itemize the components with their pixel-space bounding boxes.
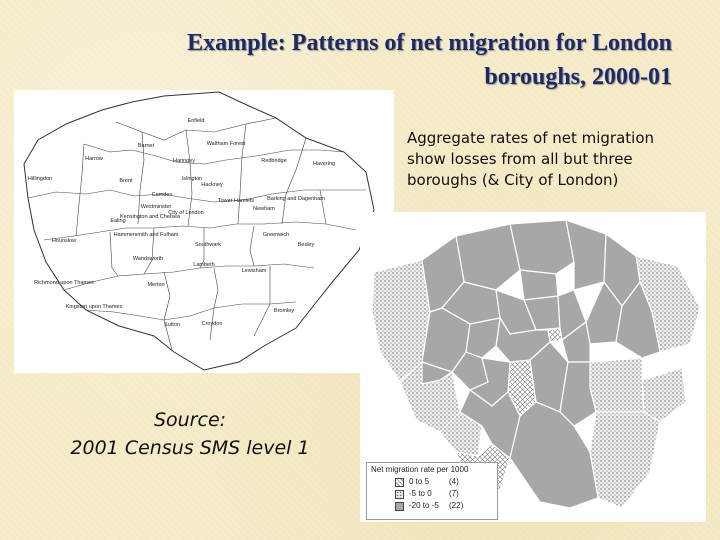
legend-count: (4) bbox=[449, 477, 459, 486]
note-text bbox=[407, 128, 707, 191]
borough-label: Harrow bbox=[85, 156, 103, 162]
borough-label: Havering bbox=[312, 161, 336, 167]
borough-label: Kingston upon Thames bbox=[65, 304, 123, 310]
reference-map-svg bbox=[14, 90, 394, 373]
borough-label: Greenwich bbox=[262, 232, 290, 238]
borough-label: Redbridge bbox=[261, 158, 287, 164]
borough-label: Islington bbox=[181, 176, 203, 182]
borough-label: Bromley bbox=[273, 308, 295, 314]
borough-label: Sutton bbox=[164, 322, 180, 328]
borough-label: Hammersmith and Fulham bbox=[113, 232, 179, 238]
borough-bexley bbox=[642, 368, 686, 422]
borough-kensington bbox=[466, 318, 500, 358]
legend-label: -20 to -5 bbox=[409, 501, 439, 510]
source-label: Source: bbox=[153, 409, 227, 431]
borough-greenwich bbox=[590, 358, 644, 412]
cross-hatch-swatch bbox=[395, 478, 404, 487]
map-legend bbox=[366, 462, 498, 520]
borough-label: City of London bbox=[168, 210, 204, 216]
borough-label: Richmond upon Thames bbox=[34, 280, 94, 286]
note-line-1: Aggregate rates of net migration bbox=[407, 129, 655, 147]
borough-boundaries bbox=[28, 118, 366, 350]
dotted-swatch bbox=[395, 490, 404, 499]
borough-label: Ealing bbox=[110, 218, 126, 224]
borough-label: Bexley bbox=[297, 242, 315, 248]
borough-label: Haringey bbox=[172, 158, 196, 164]
borough-label: Kensington and Chelsea bbox=[120, 214, 180, 220]
borough-label: Croydon bbox=[201, 321, 223, 327]
borough-barnet bbox=[456, 224, 520, 290]
borough-label: Enfield bbox=[187, 118, 205, 124]
solid-grey-swatch bbox=[395, 502, 404, 511]
reference-borough-map bbox=[14, 90, 394, 373]
borough-label: Wandsworth bbox=[132, 256, 164, 262]
borough-label: Waltham Forest bbox=[206, 141, 246, 147]
borough-bromley bbox=[590, 412, 660, 508]
borough-label: Hillingdon bbox=[27, 176, 53, 182]
borough-label: Barnet bbox=[137, 143, 155, 149]
borough-label: Merton bbox=[147, 282, 165, 288]
note-line-2: show losses from all but three bbox=[407, 150, 633, 168]
legend-label: 0 to 5 bbox=[409, 477, 430, 486]
borough-label: Hounslow bbox=[51, 238, 77, 244]
borough-label: Newham bbox=[253, 206, 275, 212]
source-reference: 2001 Census SMS level 1 bbox=[70, 437, 310, 459]
borough-label: Lambeth bbox=[193, 262, 215, 268]
note-line-3: boroughs (& City of London) bbox=[407, 171, 619, 189]
legend-count: (7) bbox=[449, 489, 459, 498]
borough-label: Lewisham bbox=[241, 268, 267, 274]
legend-title: Net migration rate per 1000 bbox=[371, 465, 469, 474]
slide-title bbox=[90, 26, 672, 94]
borough-label: Brent bbox=[119, 178, 133, 184]
legend-label: -5 to 0 bbox=[409, 489, 432, 498]
borough-haringey bbox=[520, 270, 558, 300]
slide-title-line-1: Example: Patterns of net migration for London bbox=[187, 30, 672, 56]
borough-label: Camden bbox=[151, 192, 173, 198]
borough-label: Tower Hamlets bbox=[217, 198, 255, 204]
borough-label: Westminster bbox=[140, 204, 172, 210]
borough-label: Hackney bbox=[201, 182, 223, 188]
slide-title-line-2: boroughs, 2000-01 bbox=[484, 64, 672, 90]
source-caption bbox=[40, 406, 340, 462]
borough-label: Barking and Dagenham bbox=[267, 196, 325, 202]
legend-count: (22) bbox=[449, 501, 464, 510]
borough-label: Southwark bbox=[195, 242, 221, 248]
